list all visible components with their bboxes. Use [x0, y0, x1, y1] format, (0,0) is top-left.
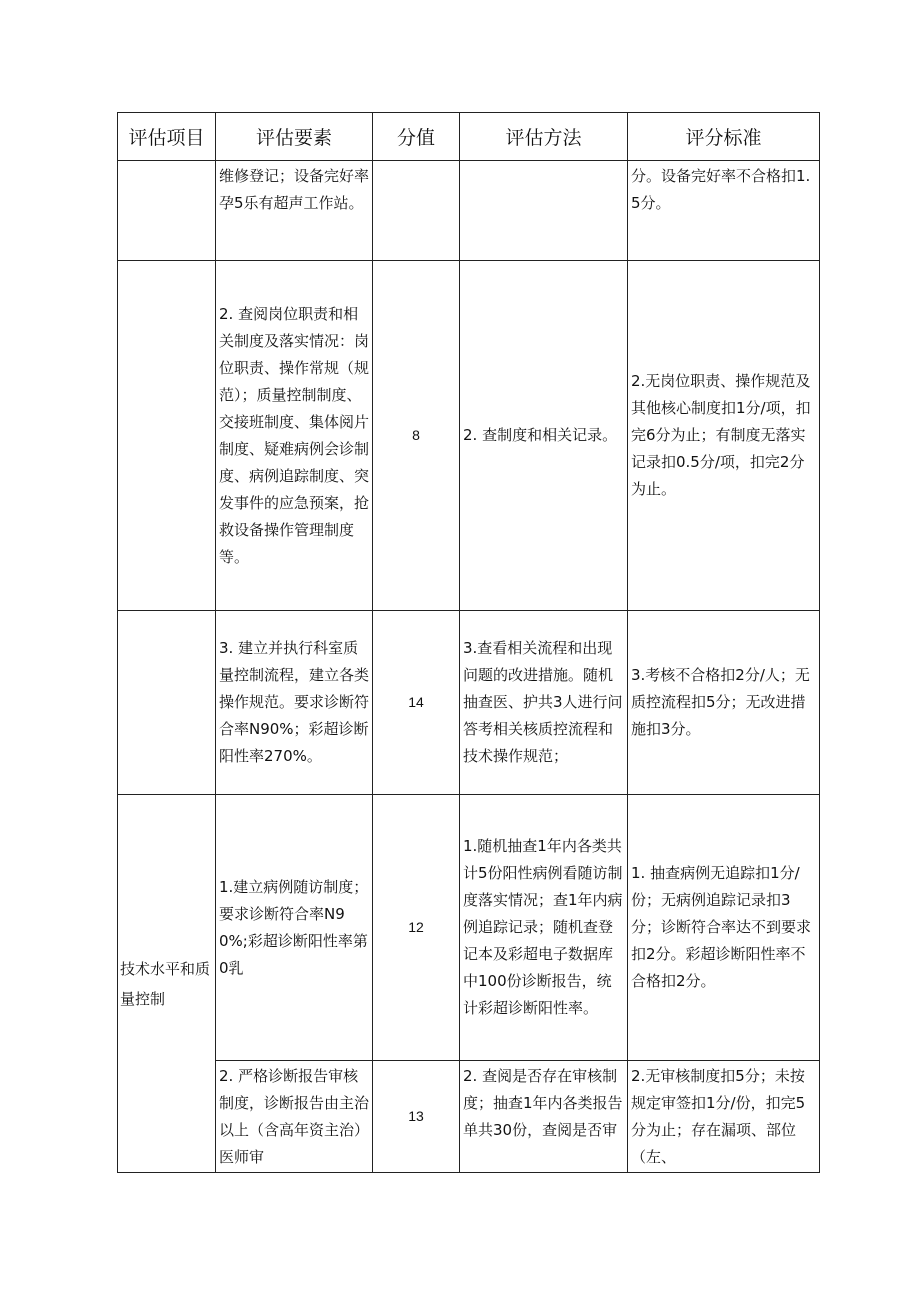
header-method: 评估方法	[460, 113, 628, 161]
table-row	[118, 261, 820, 611]
standard-cell	[628, 1061, 820, 1173]
element-cell	[216, 1061, 373, 1173]
project-text: 技术水平和质量控制	[120, 959, 211, 1008]
element-text: 3. 建立并执行科室质量控制流程，建立各类操作规范。要求诊断符合率N90%；彩超诊断阳性率270%。	[219, 639, 370, 765]
project-cell	[118, 611, 216, 795]
score-cell: 14	[373, 611, 460, 795]
element-text: 维修登记；设备完好率孕5乐有超声工作站。	[219, 167, 370, 212]
score-cell: 13	[373, 1061, 460, 1173]
project-cell	[118, 261, 216, 611]
table-row	[118, 161, 820, 261]
table-row	[118, 611, 820, 795]
standard-cell	[628, 795, 820, 1061]
method-text: 2. 查阅是否存在审核制度；抽查1年内各类报告单共30份，查阅是否审	[463, 1067, 623, 1139]
header-project: 评估项目	[118, 113, 216, 161]
header-standard: 评分标准	[628, 113, 820, 161]
standard-cell	[628, 611, 820, 795]
score-cell: 8	[373, 261, 460, 611]
header-element: 评估要素	[216, 113, 373, 161]
table-row	[118, 1061, 820, 1173]
evaluation-table	[117, 112, 820, 1173]
standard-text: 2.无审核制度扣5分；未按规定审签扣1分/份，扣完5分为止；存在漏项、部位（左、	[631, 1067, 806, 1166]
table-header-row	[118, 113, 820, 161]
method-cell	[460, 1061, 628, 1173]
method-text: 1.随机抽查1年内各类共计5份阳性病例看随访制度落实情况；查1年内病例追踪记录；随机查登记本及彩超电子数据库中100份诊断报告，统计彩超诊断阳性率。	[463, 837, 623, 1017]
header-score: 分值	[373, 113, 460, 161]
element-cell	[216, 611, 373, 795]
element-cell	[216, 161, 373, 261]
score-cell: 12	[373, 795, 460, 1061]
element-cell	[216, 261, 373, 611]
standard-text: 1. 抽查病例无追踪扣1分/份；无病例追踪记录扣3分；诊断符合率达不到要求扣2分。彩超诊断阳性率不合格扣2分。	[631, 864, 812, 990]
standard-cell	[628, 261, 820, 611]
method-cell	[460, 261, 628, 611]
score-cell	[373, 161, 460, 261]
project-cell	[118, 795, 216, 1173]
project-cell	[118, 161, 216, 261]
element-text: 2. 查阅岗位职责和相关制度及落实情况：岗位职责、操作常规（规范）；质量控制制度、交接班制度、集体阅片制度、疑难病例会诊制度、病例追踪制度、突发事件的应急预案，抢救设备操作管理制度等。	[219, 304, 370, 566]
element-cell	[216, 795, 373, 1061]
standard-cell	[628, 161, 820, 261]
method-text: 2. 查制度和相关记录。	[463, 426, 618, 444]
method-cell	[460, 161, 628, 261]
method-text: 3.查看相关流程和出现问题的改进措施。随机抽查医、护共3人进行问答考相关核质控流程和技术操作规范；	[463, 639, 623, 765]
standard-text: 分。设备完好率不合格扣1.5分。	[631, 167, 811, 212]
table-row	[118, 795, 820, 1061]
method-cell	[460, 795, 628, 1061]
element-text: 2. 严格诊断报告审核制度，诊断报告由主治以上（含高年资主治）医师审	[219, 1067, 370, 1166]
method-cell	[460, 611, 628, 795]
element-text: 1.建立病例随访制度；要求诊断符合率N90%;彩超诊断阳性率第0乳	[219, 877, 369, 977]
standard-text: 2.无岗位职责、操作规范及其他核心制度扣1分/项，扣完6分为止；有制度无落实记录扣0.5分/项，扣完2分为止。	[631, 372, 811, 498]
standard-text: 3.考核不合格扣2分/人；无质控流程扣5分；无改进措施扣3分。	[631, 666, 810, 738]
